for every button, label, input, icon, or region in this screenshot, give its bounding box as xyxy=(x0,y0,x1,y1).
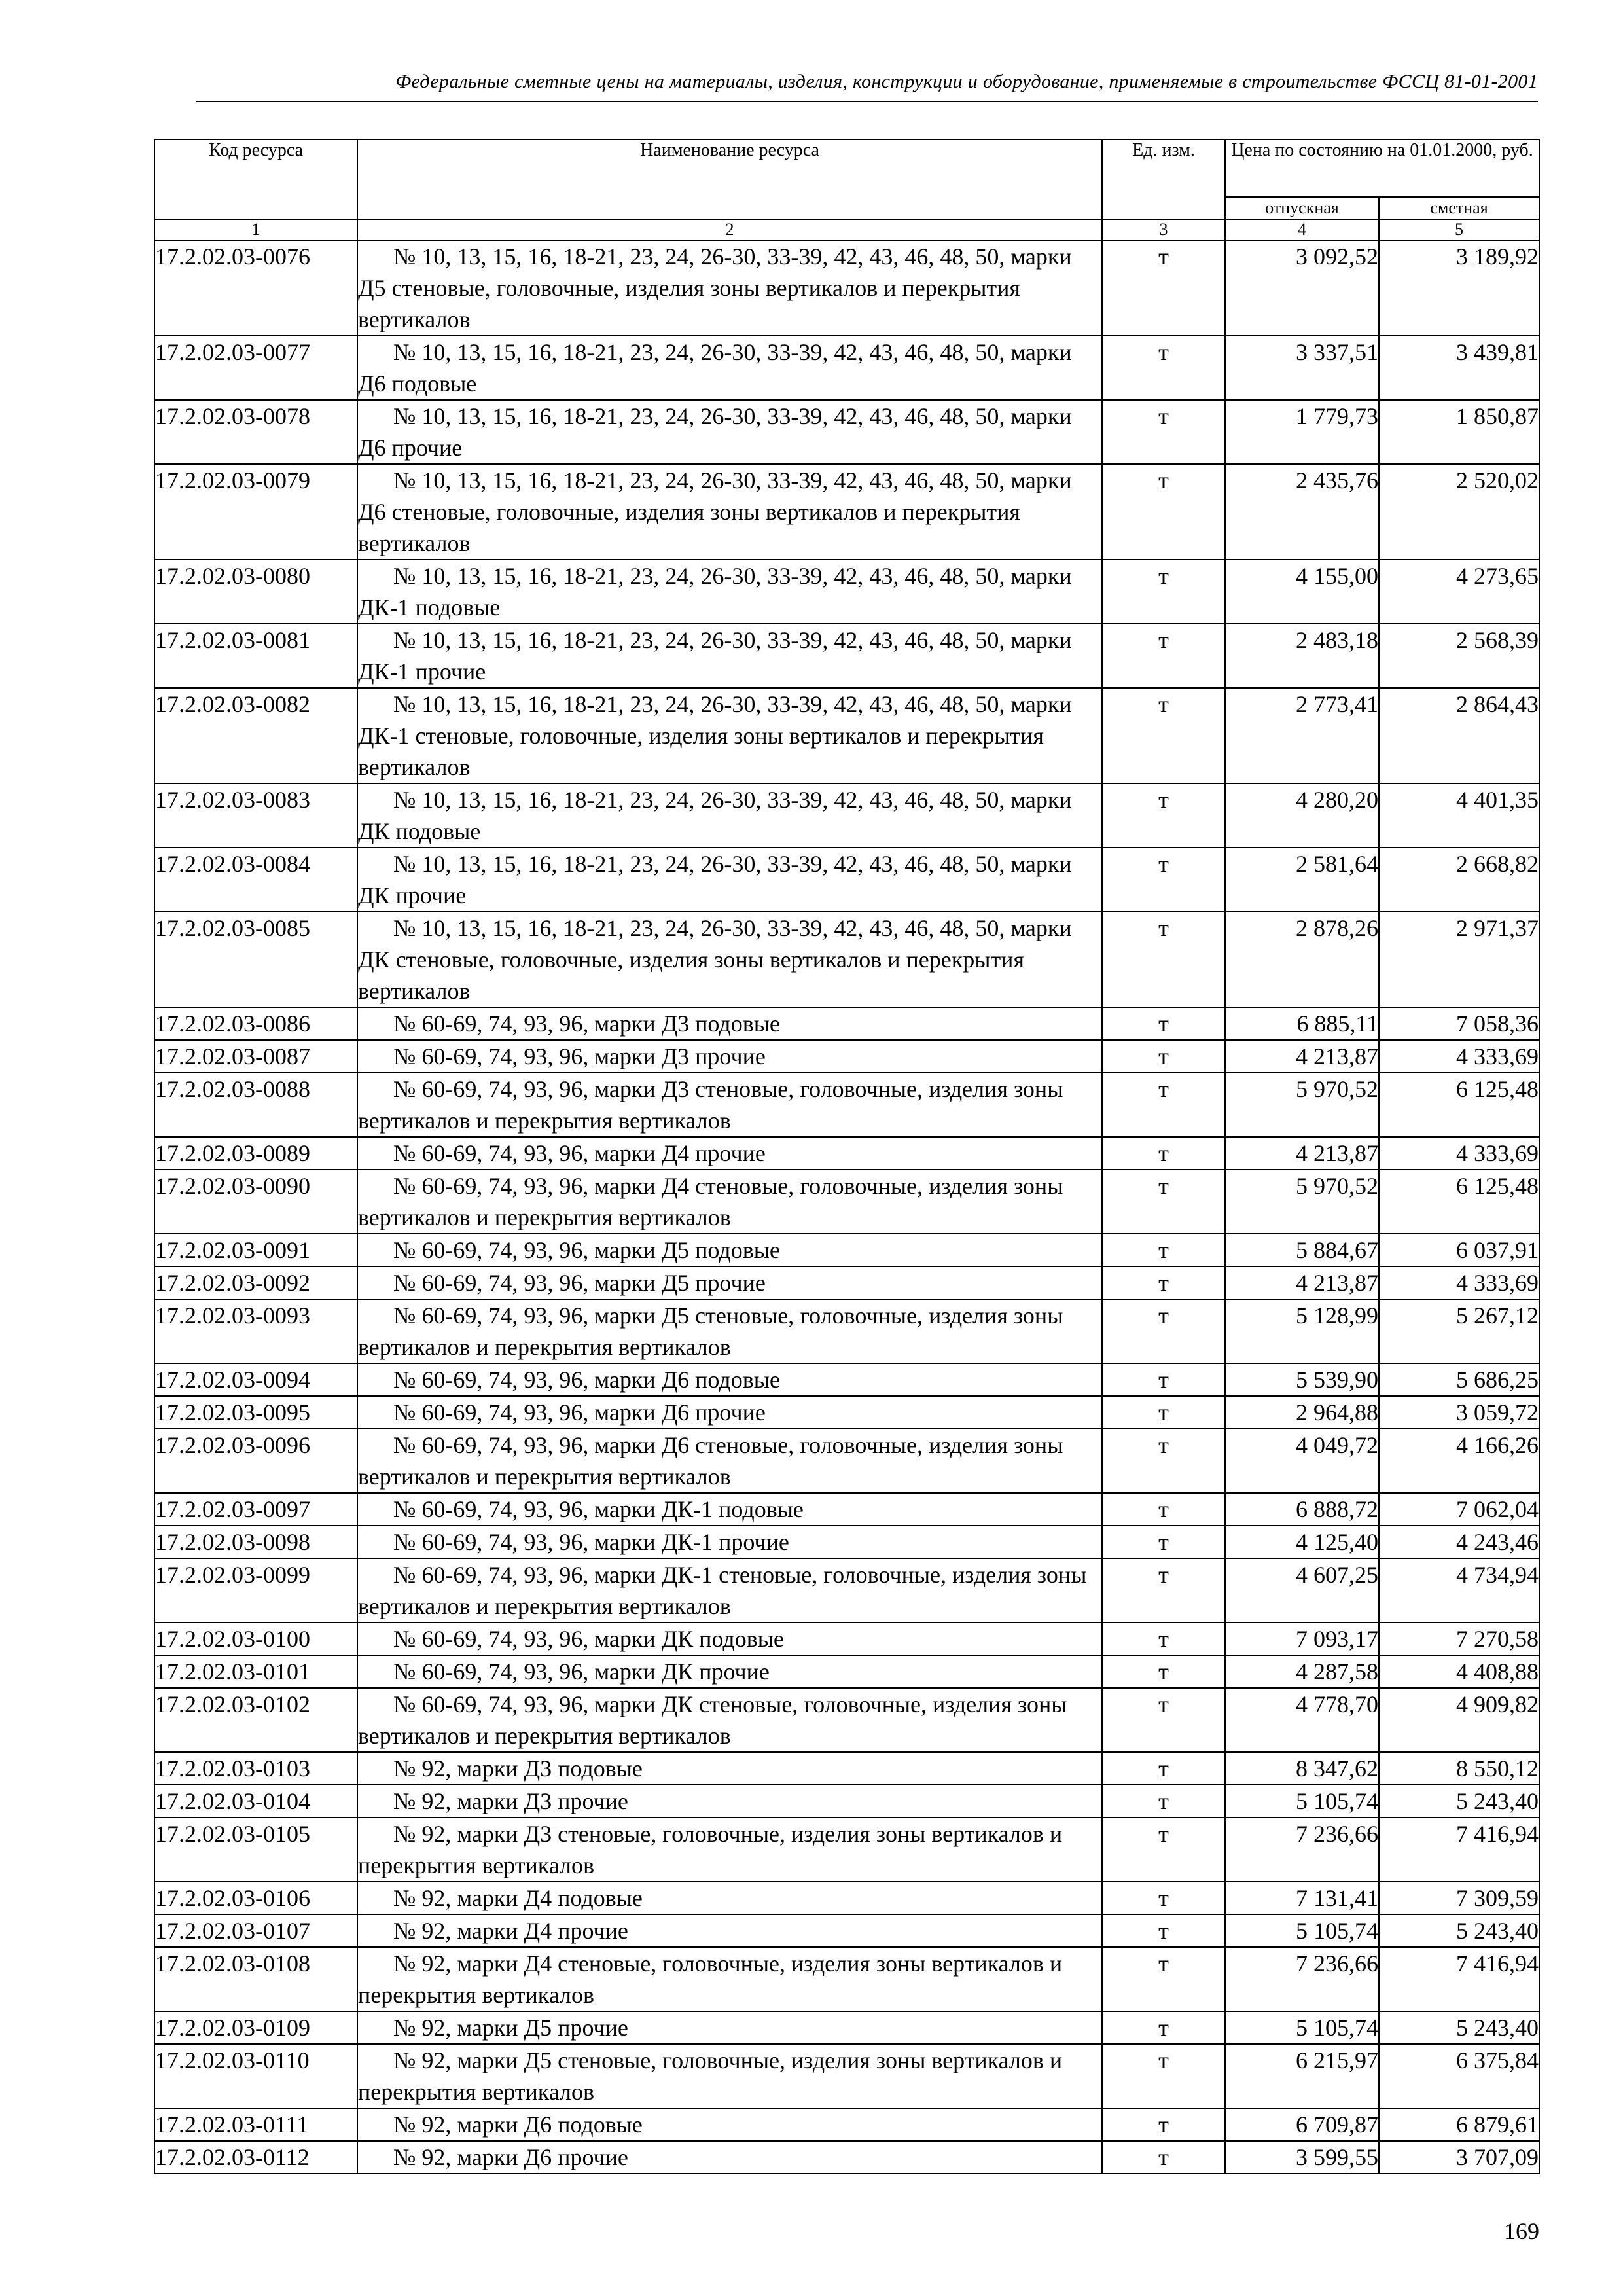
unit-of-measure: т xyxy=(1102,1007,1225,1040)
price-estimate: 2 668,82 xyxy=(1379,848,1539,912)
table-row xyxy=(154,624,1539,688)
resource-name-cell xyxy=(357,624,1102,688)
price-estimate: 4 401,35 xyxy=(1379,783,1539,848)
resource-name: № 92, марки Д3 стеновые, головочные, изделия зоны вертикалов и перекрытия вертикалов xyxy=(358,1821,1063,1878)
resource-name: № 92, марки Д4 прочие xyxy=(393,1918,628,1944)
resource-code: 17.2.02.03-0089 xyxy=(154,1137,357,1170)
resource-name-cell xyxy=(357,1429,1102,1493)
resource-code: 17.2.02.03-0081 xyxy=(154,624,357,688)
unit-of-measure: т xyxy=(1102,560,1225,624)
price-release: 4 287,58 xyxy=(1225,1655,1379,1688)
resource-code: 17.2.02.03-0084 xyxy=(154,848,357,912)
table-row xyxy=(154,1947,1539,2011)
resource-name-cell xyxy=(357,464,1102,560)
resource-code: 17.2.02.03-0093 xyxy=(154,1299,357,1363)
resource-name-cell xyxy=(357,1234,1102,1266)
resource-name-cell xyxy=(357,1914,1102,1947)
table-row xyxy=(154,1363,1539,1396)
table-row xyxy=(154,848,1539,912)
resource-name: № 60-69, 74, 93, 96, марки Д6 подовые xyxy=(393,1367,780,1393)
price-estimate: 4 333,69 xyxy=(1379,1040,1539,1073)
resource-name: № 60-69, 74, 93, 96, марки Д6 прочие xyxy=(393,1399,766,1426)
resource-name-cell xyxy=(357,1170,1102,1234)
price-release: 7 131,41 xyxy=(1225,1882,1379,1914)
price-estimate: 4 243,46 xyxy=(1379,1526,1539,1558)
resource-name-cell xyxy=(357,2011,1102,2044)
resource-name-cell xyxy=(357,1493,1102,1526)
resource-name-cell xyxy=(357,1073,1102,1137)
price-estimate: 3 707,09 xyxy=(1379,2141,1539,2174)
resource-code: 17.2.02.03-0107 xyxy=(154,1914,357,1947)
resource-code: 17.2.02.03-0091 xyxy=(154,1234,357,1266)
header-rule xyxy=(196,101,1538,102)
price-release: 8 347,62 xyxy=(1225,1752,1379,1785)
table-row xyxy=(154,1752,1539,1785)
table-row xyxy=(154,1818,1539,1882)
resource-code: 17.2.02.03-0109 xyxy=(154,2011,357,2044)
unit-of-measure: т xyxy=(1102,1914,1225,1947)
price-release: 6 885,11 xyxy=(1225,1007,1379,1040)
resource-name: № 10, 13, 15, 16, 18-21, 23, 24, 26-30, 33-39, 42, 43, 46, 48, 50, марки ДК стеновые, головочные, изделия зоны вертикалов и перекрытия вертикалов xyxy=(358,915,1072,1004)
resource-code: 17.2.02.03-0078 xyxy=(154,400,357,464)
unit-of-measure: т xyxy=(1102,336,1225,400)
price-estimate: 6 125,48 xyxy=(1379,1073,1539,1137)
table-row xyxy=(154,1493,1539,1526)
price-release: 2 581,64 xyxy=(1225,848,1379,912)
price-release: 7 236,66 xyxy=(1225,1818,1379,1882)
unit-of-measure: т xyxy=(1102,1493,1225,1526)
price-estimate: 7 062,04 xyxy=(1379,1493,1539,1526)
price-release: 6 709,87 xyxy=(1225,2108,1379,2141)
price-estimate: 6 375,84 xyxy=(1379,2044,1539,2108)
unit-of-measure: т xyxy=(1102,1073,1225,1137)
unit-of-measure: т xyxy=(1102,783,1225,848)
price-estimate: 2 971,37 xyxy=(1379,912,1539,1007)
table-row xyxy=(154,1007,1539,1040)
resource-name: № 10, 13, 15, 16, 18-21, 23, 24, 26-30, 33-39, 42, 43, 46, 48, 50, марки ДК подовые xyxy=(358,787,1072,844)
resource-name: № 10, 13, 15, 16, 18-21, 23, 24, 26-30, 33-39, 42, 43, 46, 48, 50, марки ДК прочие xyxy=(358,851,1072,908)
resource-name-cell xyxy=(357,1655,1102,1688)
unit-of-measure: т xyxy=(1102,1526,1225,1558)
resource-name-cell xyxy=(357,912,1102,1007)
table-row xyxy=(154,1170,1539,1234)
price-estimate: 4 734,94 xyxy=(1379,1558,1539,1623)
unit-of-measure: т xyxy=(1102,1170,1225,1234)
unit-of-measure: т xyxy=(1102,624,1225,688)
resource-code: 17.2.02.03-0096 xyxy=(154,1429,357,1493)
unit-of-measure: т xyxy=(1102,1655,1225,1688)
resource-name: № 60-69, 74, 93, 96, марки Д5 прочие xyxy=(393,1270,766,1296)
col-header-unit: Ед. изм. xyxy=(1102,139,1225,219)
table-row xyxy=(154,1785,1539,1818)
resource-name-cell xyxy=(357,560,1102,624)
resource-name-cell xyxy=(357,1266,1102,1299)
resource-name: № 10, 13, 15, 16, 18-21, 23, 24, 26-30, 33-39, 42, 43, 46, 48, 50, марки Д6 стеновые, головочные, изделия зоны вертикалов и перекрытия вертикалов xyxy=(358,467,1072,556)
resource-name-cell xyxy=(357,688,1102,783)
table-body xyxy=(154,240,1539,2174)
resource-code: 17.2.02.03-0087 xyxy=(154,1040,357,1073)
resource-name-cell xyxy=(357,1040,1102,1073)
price-estimate: 5 243,40 xyxy=(1379,1785,1539,1818)
price-release: 4 213,87 xyxy=(1225,1040,1379,1073)
resource-name: № 10, 13, 15, 16, 18-21, 23, 24, 26-30, 33-39, 42, 43, 46, 48, 50, марки Д5 стеновые, головочные, изделия зоны вертикалов и перекрытия вертикалов xyxy=(358,243,1072,332)
resource-name-cell xyxy=(357,1363,1102,1396)
table-row xyxy=(154,240,1539,336)
unit-of-measure: т xyxy=(1102,464,1225,560)
unit-of-measure: т xyxy=(1102,1299,1225,1363)
col-header-price-estimate: сметная xyxy=(1379,197,1539,219)
unit-of-measure: т xyxy=(1102,1040,1225,1073)
col-header-price-group: Цена по состоянию на 01.01.2000, руб. xyxy=(1225,139,1539,197)
resource-name-cell xyxy=(357,1526,1102,1558)
unit-of-measure: т xyxy=(1102,1623,1225,1655)
price-release: 1 779,73 xyxy=(1225,400,1379,464)
table-row xyxy=(154,560,1539,624)
price-estimate: 5 267,12 xyxy=(1379,1299,1539,1363)
resource-name: № 60-69, 74, 93, 96, марки ДК-1 стеновые, головочные, изделия зоны вертикалов и перекрытия вертикалов xyxy=(358,1562,1087,1619)
resource-name: № 60-69, 74, 93, 96, марки ДК-1 прочие xyxy=(393,1529,789,1555)
price-release: 7 236,66 xyxy=(1225,1947,1379,2011)
table-row xyxy=(154,912,1539,1007)
resource-name-cell xyxy=(357,1137,1102,1170)
resource-name: № 92, марки Д3 прочие xyxy=(393,1788,628,1814)
unit-of-measure: т xyxy=(1102,2044,1225,2108)
price-estimate: 5 243,40 xyxy=(1379,2011,1539,2044)
unit-of-measure: т xyxy=(1102,1396,1225,1429)
table-row xyxy=(154,1526,1539,1558)
unit-of-measure: т xyxy=(1102,400,1225,464)
price-estimate: 2 568,39 xyxy=(1379,624,1539,688)
resource-name: № 60-69, 74, 93, 96, марки Д5 стеновые, головочные, изделия зоны вертикалов и перекрытия вертикалов xyxy=(358,1302,1063,1360)
table-row xyxy=(154,1396,1539,1429)
resource-code: 17.2.02.03-0106 xyxy=(154,1882,357,1914)
resource-name: № 60-69, 74, 93, 96, марки Д5 подовые xyxy=(393,1237,780,1263)
table-row xyxy=(154,1914,1539,1947)
price-release: 4 049,72 xyxy=(1225,1429,1379,1493)
table-row xyxy=(154,783,1539,848)
resource-name-cell xyxy=(357,783,1102,848)
price-estimate: 3 189,92 xyxy=(1379,240,1539,336)
price-estimate: 3 439,81 xyxy=(1379,336,1539,400)
unit-of-measure: т xyxy=(1102,1785,1225,1818)
resource-code: 17.2.02.03-0110 xyxy=(154,2044,357,2108)
resource-name-cell xyxy=(357,1396,1102,1429)
resource-name-cell xyxy=(357,1785,1102,1818)
unit-of-measure: т xyxy=(1102,1947,1225,2011)
unit-of-measure: т xyxy=(1102,848,1225,912)
unit-of-measure: т xyxy=(1102,912,1225,1007)
column-number: 3 xyxy=(1102,219,1225,240)
table-row xyxy=(154,1040,1539,1073)
resource-code: 17.2.02.03-0105 xyxy=(154,1818,357,1882)
price-release: 5 105,74 xyxy=(1225,2011,1379,2044)
unit-of-measure: т xyxy=(1102,1137,1225,1170)
col-header-code: Код ресурса xyxy=(154,139,357,219)
price-estimate: 7 270,58 xyxy=(1379,1623,1539,1655)
price-release: 2 483,18 xyxy=(1225,624,1379,688)
unit-of-measure: т xyxy=(1102,1429,1225,1493)
price-estimate: 7 309,59 xyxy=(1379,1882,1539,1914)
running-header: Федеральные сметные цены на материалы, изделия, конструкции и оборудование, применяемые в строительстве ФССЦ 81-01-2001 xyxy=(395,71,1538,92)
price-release: 4 155,00 xyxy=(1225,560,1379,624)
price-estimate: 5 686,25 xyxy=(1379,1363,1539,1396)
resource-name: № 92, марки Д6 прочие xyxy=(393,2144,628,2170)
resource-name-cell xyxy=(357,1882,1102,1914)
resource-name-cell xyxy=(357,1818,1102,1882)
table-row xyxy=(154,1266,1539,1299)
resource-name-cell xyxy=(357,848,1102,912)
resource-code: 17.2.02.03-0079 xyxy=(154,464,357,560)
price-release: 4 607,25 xyxy=(1225,1558,1379,1623)
price-release: 4 778,70 xyxy=(1225,1688,1379,1752)
resource-name-cell xyxy=(357,1688,1102,1752)
price-estimate: 8 550,12 xyxy=(1379,1752,1539,1785)
resource-name: № 60-69, 74, 93, 96, марки ДК подовые xyxy=(393,1626,784,1652)
resource-name-cell xyxy=(357,1558,1102,1623)
price-estimate: 7 416,94 xyxy=(1379,1947,1539,2011)
resource-name: № 10, 13, 15, 16, 18-21, 23, 24, 26-30, 33-39, 42, 43, 46, 48, 50, марки ДК-1 подовые xyxy=(358,563,1072,620)
price-estimate: 5 243,40 xyxy=(1379,1914,1539,1947)
price-release: 3 337,51 xyxy=(1225,336,1379,400)
table-row xyxy=(154,1299,1539,1363)
price-release: 5 105,74 xyxy=(1225,1785,1379,1818)
unit-of-measure: т xyxy=(1102,240,1225,336)
price-release: 4 280,20 xyxy=(1225,783,1379,848)
price-estimate: 3 059,72 xyxy=(1379,1396,1539,1429)
price-estimate: 4 166,26 xyxy=(1379,1429,1539,1493)
price-estimate: 7 416,94 xyxy=(1379,1818,1539,1882)
unit-of-measure: т xyxy=(1102,1752,1225,1785)
price-release: 5 128,99 xyxy=(1225,1299,1379,1363)
table-row xyxy=(154,336,1539,400)
column-number: 2 xyxy=(357,219,1102,240)
resource-name: № 10, 13, 15, 16, 18-21, 23, 24, 26-30, 33-39, 42, 43, 46, 48, 50, марки Д6 прочие xyxy=(358,403,1072,461)
resource-code: 17.2.02.03-0111 xyxy=(154,2108,357,2141)
table-row xyxy=(154,1234,1539,1266)
resource-name-cell xyxy=(357,1623,1102,1655)
price-estimate: 4 333,69 xyxy=(1379,1137,1539,1170)
resource-name: № 60-69, 74, 93, 96, марки Д3 подовые xyxy=(393,1011,780,1037)
resource-code: 17.2.02.03-0088 xyxy=(154,1073,357,1137)
price-estimate: 7 058,36 xyxy=(1379,1007,1539,1040)
table-row xyxy=(154,2011,1539,2044)
table-row xyxy=(154,2141,1539,2174)
resource-code: 17.2.02.03-0102 xyxy=(154,1688,357,1752)
resource-name-cell xyxy=(357,2108,1102,2141)
price-estimate: 2 864,43 xyxy=(1379,688,1539,783)
resource-code: 17.2.02.03-0103 xyxy=(154,1752,357,1785)
price-table xyxy=(154,139,1540,2174)
price-release: 5 970,52 xyxy=(1225,1170,1379,1234)
price-estimate: 6 037,91 xyxy=(1379,1234,1539,1266)
table-row xyxy=(154,464,1539,560)
resource-code: 17.2.02.03-0082 xyxy=(154,688,357,783)
resource-name: № 60-69, 74, 93, 96, марки ДК прочие xyxy=(393,1659,770,1685)
price-release: 3 092,52 xyxy=(1225,240,1379,336)
table-row xyxy=(154,1073,1539,1137)
resource-code: 17.2.02.03-0108 xyxy=(154,1947,357,2011)
resource-name: № 92, марки Д6 подовые xyxy=(393,2111,643,2138)
column-number: 1 xyxy=(154,219,357,240)
unit-of-measure: т xyxy=(1102,688,1225,783)
column-number: 4 xyxy=(1225,219,1379,240)
resource-code: 17.2.02.03-0099 xyxy=(154,1558,357,1623)
table-row xyxy=(154,2044,1539,2108)
table-row xyxy=(154,1137,1539,1170)
resource-name: № 10, 13, 15, 16, 18-21, 23, 24, 26-30, 33-39, 42, 43, 46, 48, 50, марки ДК-1 прочие xyxy=(358,627,1072,685)
price-release: 5 884,67 xyxy=(1225,1234,1379,1266)
price-release: 4 213,87 xyxy=(1225,1137,1379,1170)
price-release: 2 435,76 xyxy=(1225,464,1379,560)
resource-name: № 60-69, 74, 93, 96, марки Д6 стеновые, головочные, изделия зоны вертикалов и перекрытия вертикалов xyxy=(358,1432,1063,1490)
price-release: 6 215,97 xyxy=(1225,2044,1379,2108)
resource-name: № 60-69, 74, 93, 96, марки Д3 прочие xyxy=(393,1043,766,1069)
table-row xyxy=(154,1882,1539,1914)
unit-of-measure: т xyxy=(1102,1234,1225,1266)
resource-name-cell xyxy=(357,400,1102,464)
resource-name-cell xyxy=(357,2141,1102,2174)
resource-code: 17.2.02.03-0094 xyxy=(154,1363,357,1396)
price-release: 3 599,55 xyxy=(1225,2141,1379,2174)
resource-name: № 60-69, 74, 93, 96, марки ДК-1 подовые xyxy=(393,1496,804,1522)
resource-name-cell xyxy=(357,1947,1102,2011)
resource-name: № 92, марки Д5 прочие xyxy=(393,2015,628,2041)
price-estimate: 1 850,87 xyxy=(1379,400,1539,464)
unit-of-measure: т xyxy=(1102,1688,1225,1752)
price-estimate: 4 909,82 xyxy=(1379,1688,1539,1752)
resource-code: 17.2.02.03-0112 xyxy=(154,2141,357,2174)
table-row xyxy=(154,1429,1539,1493)
resource-code: 17.2.02.03-0085 xyxy=(154,912,357,1007)
price-estimate: 4 273,65 xyxy=(1379,560,1539,624)
col-header-name: Наименование ресурса xyxy=(357,139,1102,219)
price-release: 2 878,26 xyxy=(1225,912,1379,1007)
resource-name-cell xyxy=(357,1007,1102,1040)
resource-code: 17.2.02.03-0104 xyxy=(154,1785,357,1818)
resource-code: 17.2.02.03-0083 xyxy=(154,783,357,848)
resource-code: 17.2.02.03-0092 xyxy=(154,1266,357,1299)
resource-code: 17.2.02.03-0080 xyxy=(154,560,357,624)
resource-code: 17.2.02.03-0097 xyxy=(154,1493,357,1526)
price-release: 2 773,41 xyxy=(1225,688,1379,783)
resource-name: № 60-69, 74, 93, 96, марки ДК стеновые, головочные, изделия зоны вертикалов и перекрытия вертикалов xyxy=(358,1691,1067,1749)
unit-of-measure: т xyxy=(1102,1558,1225,1623)
table-row xyxy=(154,400,1539,464)
resource-code: 17.2.02.03-0100 xyxy=(154,1623,357,1655)
column-number: 5 xyxy=(1379,219,1539,240)
resource-name: № 92, марки Д5 стеновые, головочные, изделия зоны вертикалов и перекрытия вертикалов xyxy=(358,2047,1063,2105)
unit-of-measure: т xyxy=(1102,2011,1225,2044)
table-row xyxy=(154,1655,1539,1688)
resource-code: 17.2.02.03-0101 xyxy=(154,1655,357,1688)
price-release: 5 970,52 xyxy=(1225,1073,1379,1137)
price-release: 4 125,40 xyxy=(1225,1526,1379,1558)
resource-name: № 60-69, 74, 93, 96, марки Д3 стеновые, головочные, изделия зоны вертикалов и перекрытия вертикалов xyxy=(358,1076,1063,1134)
col-header-price-release: отпускная xyxy=(1225,197,1379,219)
price-release: 5 539,90 xyxy=(1225,1363,1379,1396)
price-release: 4 213,87 xyxy=(1225,1266,1379,1299)
resource-name: № 92, марки Д4 подовые xyxy=(393,1885,643,1911)
resource-name: № 10, 13, 15, 16, 18-21, 23, 24, 26-30, 33-39, 42, 43, 46, 48, 50, марки Д6 подовые xyxy=(358,339,1072,397)
resource-name: № 10, 13, 15, 16, 18-21, 23, 24, 26-30, 33-39, 42, 43, 46, 48, 50, марки ДК-1 стеновые, головочные, изделия зоны вертикалов и перекрытия вертикалов xyxy=(358,691,1072,780)
table-row xyxy=(154,2108,1539,2141)
price-release: 6 888,72 xyxy=(1225,1493,1379,1526)
resource-name-cell xyxy=(357,240,1102,336)
column-number-row xyxy=(154,219,1539,240)
price-release: 2 964,88 xyxy=(1225,1396,1379,1429)
table-row xyxy=(154,1688,1539,1752)
table-row xyxy=(154,1623,1539,1655)
price-estimate: 4 408,88 xyxy=(1379,1655,1539,1688)
page-number: 169 xyxy=(1504,2218,1539,2244)
price-estimate: 4 333,69 xyxy=(1379,1266,1539,1299)
unit-of-measure: т xyxy=(1102,2108,1225,2141)
resource-name-cell xyxy=(357,2044,1102,2108)
resource-name: № 60-69, 74, 93, 96, марки Д4 прочие xyxy=(393,1140,766,1166)
unit-of-measure: т xyxy=(1102,1882,1225,1914)
resource-name: № 92, марки Д4 стеновые, головочные, изделия зоны вертикалов и перекрытия вертикалов xyxy=(358,1950,1063,2008)
price-estimate: 2 520,02 xyxy=(1379,464,1539,560)
resource-code: 17.2.02.03-0086 xyxy=(154,1007,357,1040)
unit-of-measure: т xyxy=(1102,1363,1225,1396)
resource-code: 17.2.02.03-0098 xyxy=(154,1526,357,1558)
table-row xyxy=(154,1558,1539,1623)
resource-name-cell xyxy=(357,1299,1102,1363)
price-estimate: 6 879,61 xyxy=(1379,2108,1539,2141)
price-release: 7 093,17 xyxy=(1225,1623,1379,1655)
unit-of-measure: т xyxy=(1102,1818,1225,1882)
resource-code: 17.2.02.03-0077 xyxy=(154,336,357,400)
resource-code: 17.2.02.03-0076 xyxy=(154,240,357,336)
price-estimate: 6 125,48 xyxy=(1379,1170,1539,1234)
resource-name: № 60-69, 74, 93, 96, марки Д4 стеновые, головочные, изделия зоны вертикалов и перекрытия вертикалов xyxy=(358,1173,1063,1230)
unit-of-measure: т xyxy=(1102,2141,1225,2174)
unit-of-measure: т xyxy=(1102,1266,1225,1299)
table-row xyxy=(154,688,1539,783)
resource-code: 17.2.02.03-0095 xyxy=(154,1396,357,1429)
resource-name-cell xyxy=(357,336,1102,400)
price-release: 5 105,74 xyxy=(1225,1914,1379,1947)
resource-name-cell xyxy=(357,1752,1102,1785)
resource-name: № 92, марки Д3 подовые xyxy=(393,1755,643,1782)
resource-code: 17.2.02.03-0090 xyxy=(154,1170,357,1234)
